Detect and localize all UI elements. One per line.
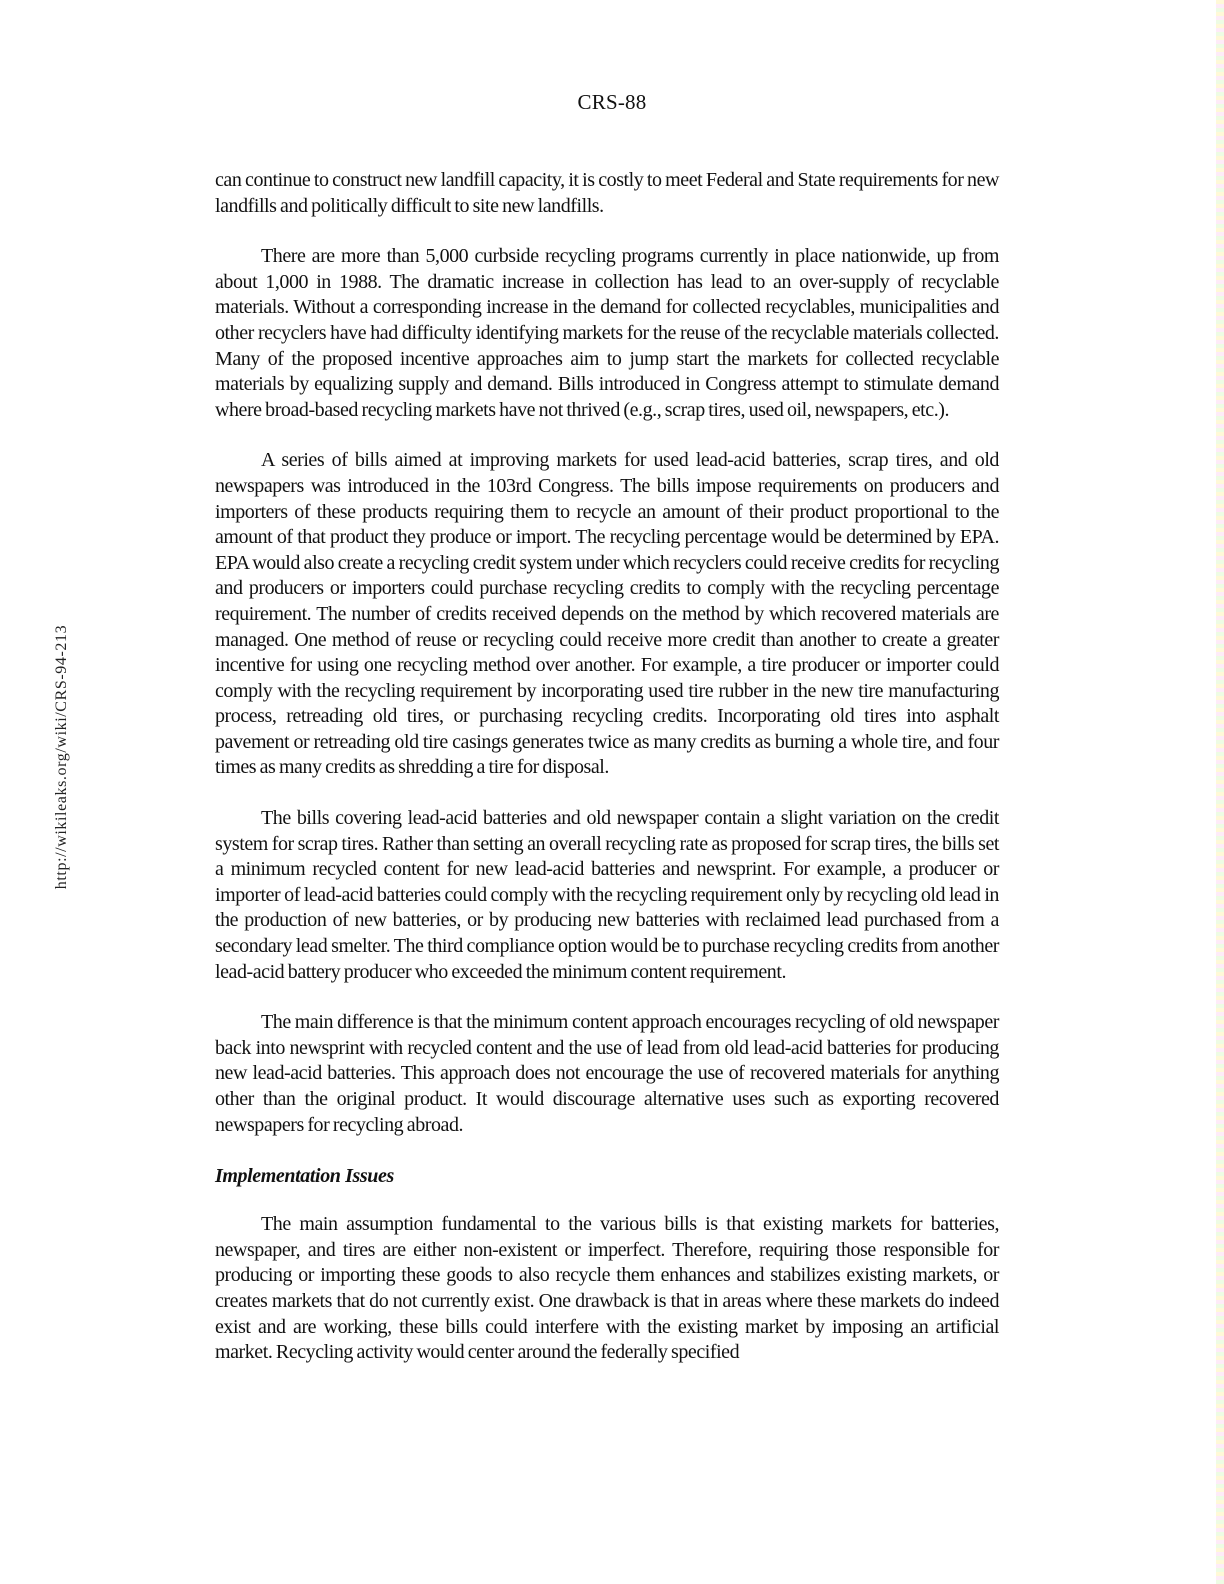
paragraph-continuation: can continue to construct new landfill capacity, it is costly to meet Federal and State requirements for new landfills and politically difficult to site new landfills.	[215, 169, 999, 217]
section-heading-implementation-issues: Implementation Issues	[215, 1165, 394, 1188]
paragraph-bills-103rd-congress: A series of bills aimed at improving markets for used lead-acid batteries, scrap tires, and old newspapers was introduced in the 103rd Congress. The bills impose requirements on producers and importers of these products requiring them to recycle an amount of their product proportional to the amount of that product they produce or import. The recycling percentage would be determined by EPA. EPA would also create a recycling credit system under which recyclers could receive credits for recycling and producers or importers could purchase recycling credits to comply with the recycling percentage requirement. The number of credits received depends on the method by which recovered materials are managed. One method of reuse or recycling could receive more credit than another to create a greater incentive for using one recycling method over another. For example, a tire producer or importer could comply with the recycling requirement by incorporating used tire rubber in the new tire manufacturing process, retreading old tires, or purchasing recycling credits. Incorporating old tires into asphalt pavement or retreading old tire casings generates twice as many credits as burning a whole tire, and four times as many credits as shredding a tire for disposal.	[215, 449, 999, 779]
paragraph-minimum-content: The bills covering lead-acid batteries and old newspaper contain a slight variation on the credit system for scrap tires. Rather than setting an overall recycling rate as proposed for scrap tires, the bills set a minimum recycled content for new lead-acid batteries and newsprint. For example, a producer or importer of lead-acid batteries could comply with the recycling requirement only by recycling old lead in the production of new batteries, or by producing new batteries with reclaimed lead purchased from a secondary lead smelter. The third compliance option would be to purchase recycling credits from another lead-acid battery producer who exceeded the minimum content requirement.	[215, 807, 999, 983]
paragraph-main-difference: The main difference is that the minimum content approach encourages recycling of old newspaper back into newsprint with recycled content and the use of lead from old lead-acid batteries for producing new lead-acid batteries. This approach does not encourage the use of recovered materials for anything other than the original product. It would discourage alternative uses such as exporting recovered newspapers for recycling abroad.	[215, 1011, 999, 1136]
margin-url: http://wikileaks.org/wiki/CRS-94-213	[53, 624, 70, 890]
document-body	[215, 168, 999, 1391]
paragraph-main-assumption: The main assumption fundamental to the various bills is that existing markets for batteries, newspaper, and tires are either non-existent or imperfect. Therefore, requiring those responsible for producing or importing these goods to also recycle them enhances and stabilizes existing markets, or creates markets that do not currently exist. One drawback is that in areas where these markets do indeed exist and are working, these bills could interfere with the existing market by imposing an artificial market. Recycling activity would center around the federally specified	[215, 1213, 999, 1364]
scan-edge-artifact	[1216, 0, 1224, 1584]
page-number: CRS-88	[577, 90, 647, 114]
paragraph-curbside-recycling: There are more than 5,000 curbside recycling programs currently in place nationwide, up from about 1,000 in 1988. The dramatic increase in collection has lead to an over-supply of recyclable materials. Without a corresponding increase in the demand for collected recyclables, municipalities and other recyclers have had difficulty identifying markets for the reuse of the recyclable materials collected. Many of the proposed incentive approaches aim to jump start the markets for collected recyclable materials by equalizing supply and demand. Bills introduced in Congress attempt to stimulate demand where broad-based recycling markets have not thrived (e.g., scrap tires, used oil, newspapers, etc.).	[215, 245, 999, 421]
